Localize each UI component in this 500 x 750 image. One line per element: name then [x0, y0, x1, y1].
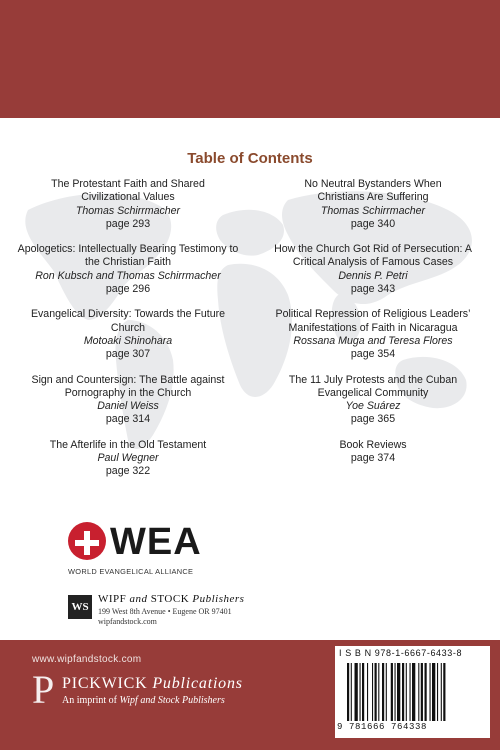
wea-full-name: WORLD EVANGELICAL ALLIANCE	[68, 567, 194, 576]
toc-entry	[13, 439, 243, 479]
toc-entry-author: Paul Wegner	[97, 452, 159, 465]
toc-entry	[258, 439, 488, 466]
barcode-bar	[402, 663, 404, 721]
toc-entry-page: page 354	[350, 348, 396, 361]
toc-entry-author: Thomas Schirrmacher	[320, 204, 426, 217]
barcode-bar	[378, 663, 379, 721]
pickwick-name	[62, 675, 243, 693]
barcode-bar	[367, 663, 368, 721]
publisher-name-part: WIPF	[98, 593, 127, 605]
toc-entry	[258, 308, 488, 361]
barcode-bar	[406, 663, 407, 721]
wea-logo	[68, 520, 218, 580]
toc-entry-page: page 374	[350, 452, 396, 465]
toc-entry-title: How the Church Got Rid of Persecution: A Critical Analysis of Famous Cases	[274, 243, 472, 269]
barcode-bar	[437, 663, 438, 721]
barcode-graphic	[347, 663, 483, 721]
toc-entry-author: Yoe Suárez	[345, 400, 401, 413]
toc-left-column	[13, 178, 243, 479]
toc-entry-page: page 307	[105, 348, 151, 361]
barcode-bar	[397, 663, 400, 721]
toc-entry-page: page 343	[350, 283, 396, 296]
toc-entry-title: Evangelical Diversity: Towards the Future Church	[30, 308, 226, 334]
barcode-digits: 9 781666 764338	[337, 722, 428, 732]
toc-entry-page: page 314	[105, 413, 151, 426]
publisher-name	[98, 593, 244, 605]
barcode-bar	[375, 663, 377, 721]
isbn-barcode-box	[335, 646, 490, 738]
barcode-bar	[362, 663, 364, 721]
toc-entry-title: No Neutral Bystanders When Christians Are Suffering	[304, 178, 442, 204]
barcode-bar	[430, 663, 431, 721]
barcode-bar	[351, 663, 352, 721]
barcode-bar	[391, 663, 393, 721]
wea-cross-icon	[68, 522, 106, 560]
toc-entry	[13, 243, 243, 296]
barcode-bar	[418, 663, 419, 721]
toc-entry-title: The 11 July Protests and the Cuban Evangelical Community	[288, 373, 458, 399]
barcode-bar	[441, 663, 442, 721]
toc-entry-author: Thomas Schirrmacher	[75, 204, 181, 217]
imprint-text: An imprint of	[62, 695, 117, 706]
barcode-bar	[347, 663, 349, 721]
pickwick-name-part: Publications	[152, 675, 243, 692]
barcode-bar	[421, 663, 423, 721]
barcode-bar	[360, 663, 361, 721]
toc-entry-page: page 340	[350, 217, 396, 230]
pickwick-name-part: PICKWICK	[62, 675, 148, 692]
publisher-name-and: and	[129, 593, 148, 605]
toc-entry-page: page 296	[105, 283, 151, 296]
pickwick-logo-icon: P	[32, 667, 55, 712]
toc-entry-author: Daniel Weiss	[97, 400, 159, 413]
toc-entry-page: page 365	[350, 413, 396, 426]
toc-entry-author: Dennis P. Petri	[338, 269, 408, 282]
publisher-address: 199 West 8th Avenue • Eugene OR 97401	[98, 607, 232, 616]
isbn-label: I S B N 978-1-6667-6433-8	[339, 648, 463, 658]
toc-entry-title: Apologetics: Intellectually Bearing Testimony to the Christian Faith	[17, 243, 239, 269]
wea-logo-text: WEA	[110, 521, 202, 563]
barcode-bar	[425, 663, 427, 721]
publisher-website: wipfandstock.com	[98, 617, 157, 626]
toc-entry	[258, 178, 488, 231]
toc-entry-title: Political Repression of Religious Leaders’ Manifestations of Faith in Nicaragua	[275, 308, 471, 334]
toc-entry-title: Book Reviews	[339, 438, 407, 451]
barcode-bar	[443, 663, 445, 721]
barcode-bar	[395, 663, 396, 721]
toc-right-column	[258, 178, 488, 465]
ws-logo-icon: WS	[68, 595, 92, 619]
toc-entry-title: The Protestant Faith and Shared Civilizational Values	[51, 178, 205, 204]
barcode-bar	[410, 663, 411, 721]
barcode-bar	[355, 663, 358, 721]
toc-entry-author: Motoaki Shinohara	[83, 334, 173, 347]
imprint-publisher: Wipf and Stock Publishers	[119, 695, 225, 706]
toc-entry-author: Ron Kubsch and Thomas Schirrmacher	[35, 269, 221, 282]
barcode-bar	[382, 663, 384, 721]
toc-entry	[258, 243, 488, 296]
wipf-and-stock-block	[68, 593, 368, 633]
toc-title: Table of Contents	[187, 150, 313, 167]
toc-entry-author: Rossana Muga and Teresa Flores	[293, 334, 453, 347]
toc-entry-title: The Afterlife in the Old Testament	[49, 438, 207, 451]
toc-entry	[13, 308, 243, 361]
imprint-line	[62, 695, 225, 706]
barcode-bar	[386, 663, 387, 721]
toc-entry	[258, 374, 488, 427]
barcode-bar	[412, 663, 415, 721]
top-color-band	[0, 0, 500, 118]
toc-entry-page: page 322	[105, 465, 151, 478]
toc-entry-page: page 293	[105, 217, 151, 230]
toc-entry	[13, 374, 243, 427]
barcode-bar	[372, 663, 373, 721]
publisher-name-part: Publishers	[192, 593, 245, 605]
barcode-bar	[432, 663, 435, 721]
toc-entry-title: Sign and Countersign: The Battle against Pornography in the Church	[31, 373, 225, 399]
footer-url: www.wipfandstock.com	[32, 654, 142, 665]
toc-entry	[13, 178, 243, 231]
publisher-name-part: STOCK	[150, 593, 190, 605]
